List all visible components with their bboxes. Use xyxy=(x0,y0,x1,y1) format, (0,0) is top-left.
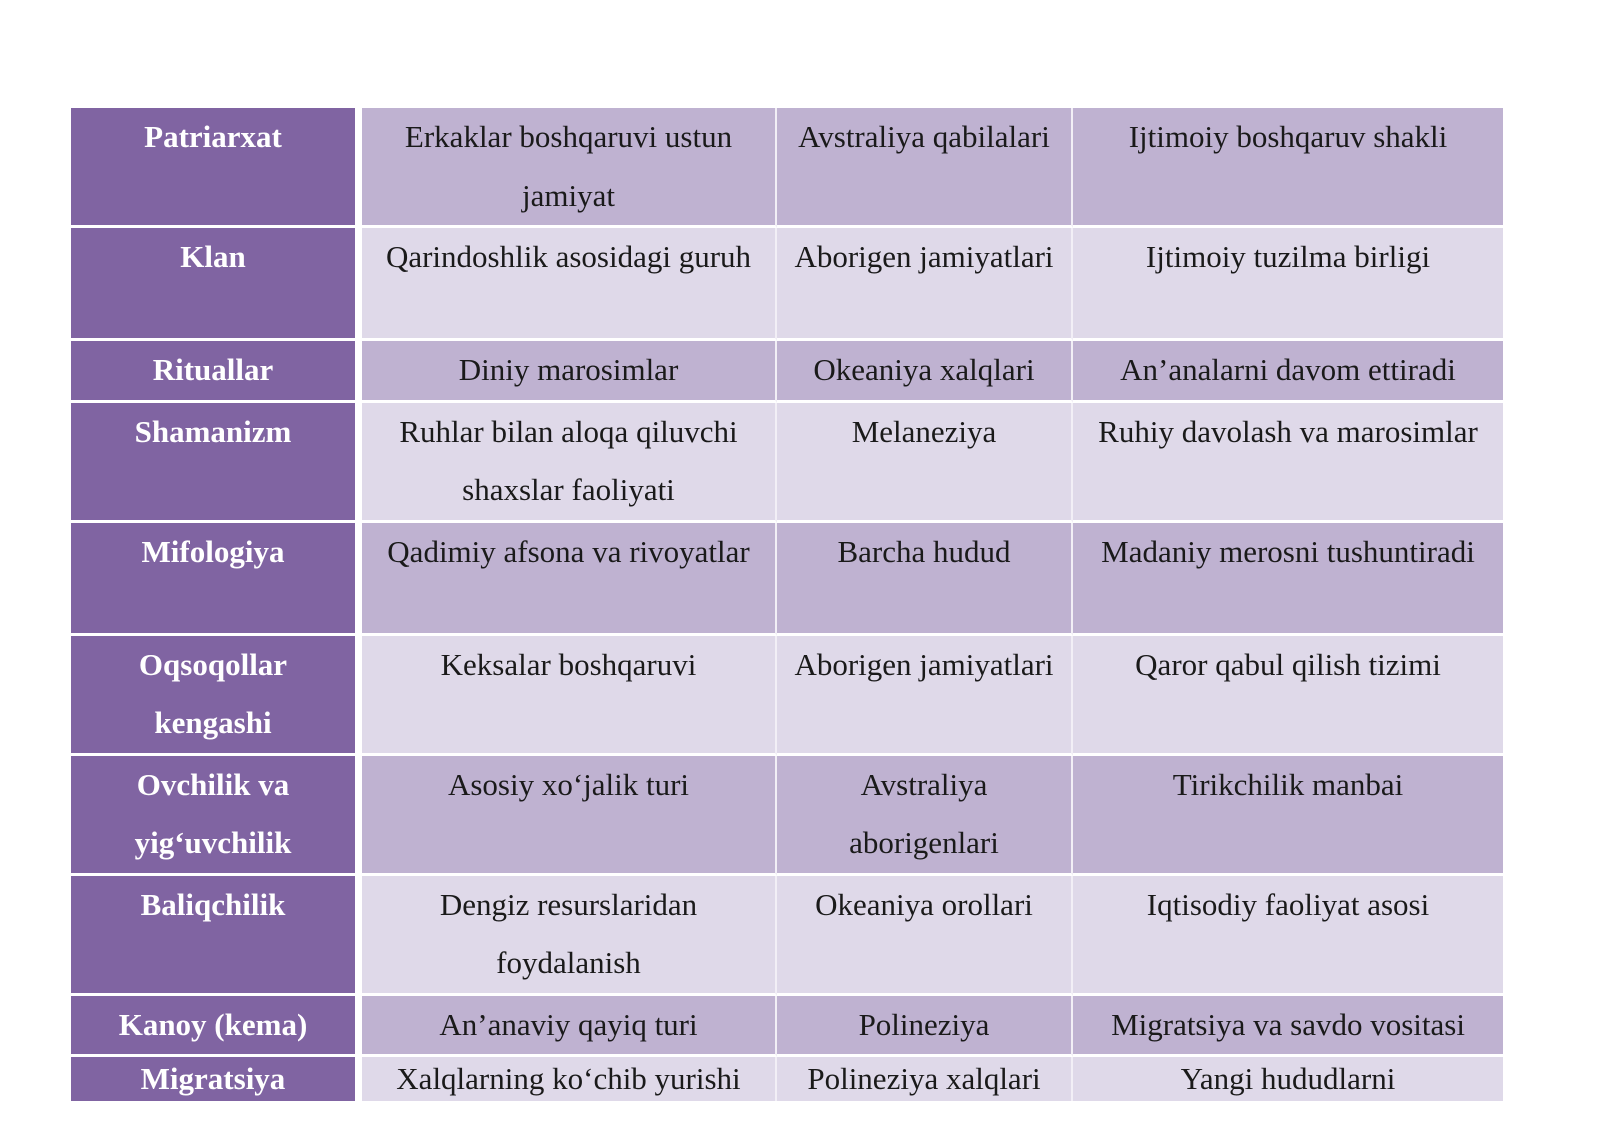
region-cell: Okeaniya orollari xyxy=(777,876,1073,996)
significance-cell: Ijtimoiy tuzilma birligi xyxy=(1073,228,1503,341)
description-cell: Qarindoshlik asosidagi guruh xyxy=(362,228,777,341)
table-row xyxy=(71,228,1503,341)
significance-cell: Iqtisodiy faoliyat asosi xyxy=(1073,876,1503,996)
table-row xyxy=(71,636,1503,756)
table-row xyxy=(71,108,1503,228)
table-row xyxy=(71,403,1503,523)
region-cell: Aborigen jamiyatlari xyxy=(777,228,1073,341)
table-row xyxy=(71,341,1503,403)
region-cell: Polineziya xalqlari xyxy=(777,1057,1073,1101)
region-cell: Aborigen jamiyatlari xyxy=(777,636,1073,756)
region-cell: Polineziya xyxy=(777,996,1073,1058)
significance-cell: Qaror qabul qilish tizimi xyxy=(1073,636,1503,756)
description-cell: Asosiy xo‘jalik turi xyxy=(362,756,777,876)
term-cell: Klan xyxy=(71,228,362,341)
table-row xyxy=(71,523,1503,636)
significance-cell: An’analarni davom ettiradi xyxy=(1073,341,1503,403)
description-cell: Qadimiy afsona va rivoyatlar xyxy=(362,523,777,636)
term-cell: Patriarxat xyxy=(71,108,362,228)
significance-cell: Ruhiy davolash va marosimlar xyxy=(1073,403,1503,523)
term-cell: Mifologiya xyxy=(71,523,362,636)
term-cell: Oqsoqollar kengashi xyxy=(71,636,362,756)
region-cell: Melaneziya xyxy=(777,403,1073,523)
description-cell: Xalqlarning ko‘chib yurishi xyxy=(362,1057,777,1101)
significance-cell: Migratsiya va savdo vositasi xyxy=(1073,996,1503,1058)
table-row xyxy=(71,876,1503,996)
term-cell: Ovchilik va yig‘uvchilik xyxy=(71,756,362,876)
description-cell: Keksalar boshqaruvi xyxy=(362,636,777,756)
table-row xyxy=(71,996,1503,1058)
description-cell: Erkaklar boshqaruvi ustun jamiyat xyxy=(362,108,777,228)
table-row xyxy=(71,1057,1503,1101)
significance-cell: Yangi hududlarni xyxy=(1073,1057,1503,1101)
region-cell: Okeaniya xalqlari xyxy=(777,341,1073,403)
significance-cell: Madaniy merosni tushuntiradi xyxy=(1073,523,1503,636)
region-cell: Avstraliya aborigenlari xyxy=(777,756,1073,876)
term-cell: Baliqchilik xyxy=(71,876,362,996)
table-row xyxy=(71,756,1503,876)
terms-table xyxy=(71,108,1503,1101)
significance-cell: Ijtimoiy boshqaruv shakli xyxy=(1073,108,1503,228)
description-cell: An’anaviy qayiq turi xyxy=(362,996,777,1058)
term-cell: Shamanizm xyxy=(71,403,362,523)
description-cell: Diniy marosimlar xyxy=(362,341,777,403)
significance-cell: Tirikchilik manbai xyxy=(1073,756,1503,876)
region-cell: Avstraliya qabilalari xyxy=(777,108,1073,228)
term-cell: Migratsiya xyxy=(71,1057,362,1101)
term-cell: Kanoy (kema) xyxy=(71,996,362,1058)
region-cell: Barcha hudud xyxy=(777,523,1073,636)
description-cell: Dengiz resurslaridan foydalanish xyxy=(362,876,777,996)
description-cell: Ruhlar bilan aloqa qiluvchi shaxslar faoliyati xyxy=(362,403,777,523)
term-cell: Rituallar xyxy=(71,341,362,403)
